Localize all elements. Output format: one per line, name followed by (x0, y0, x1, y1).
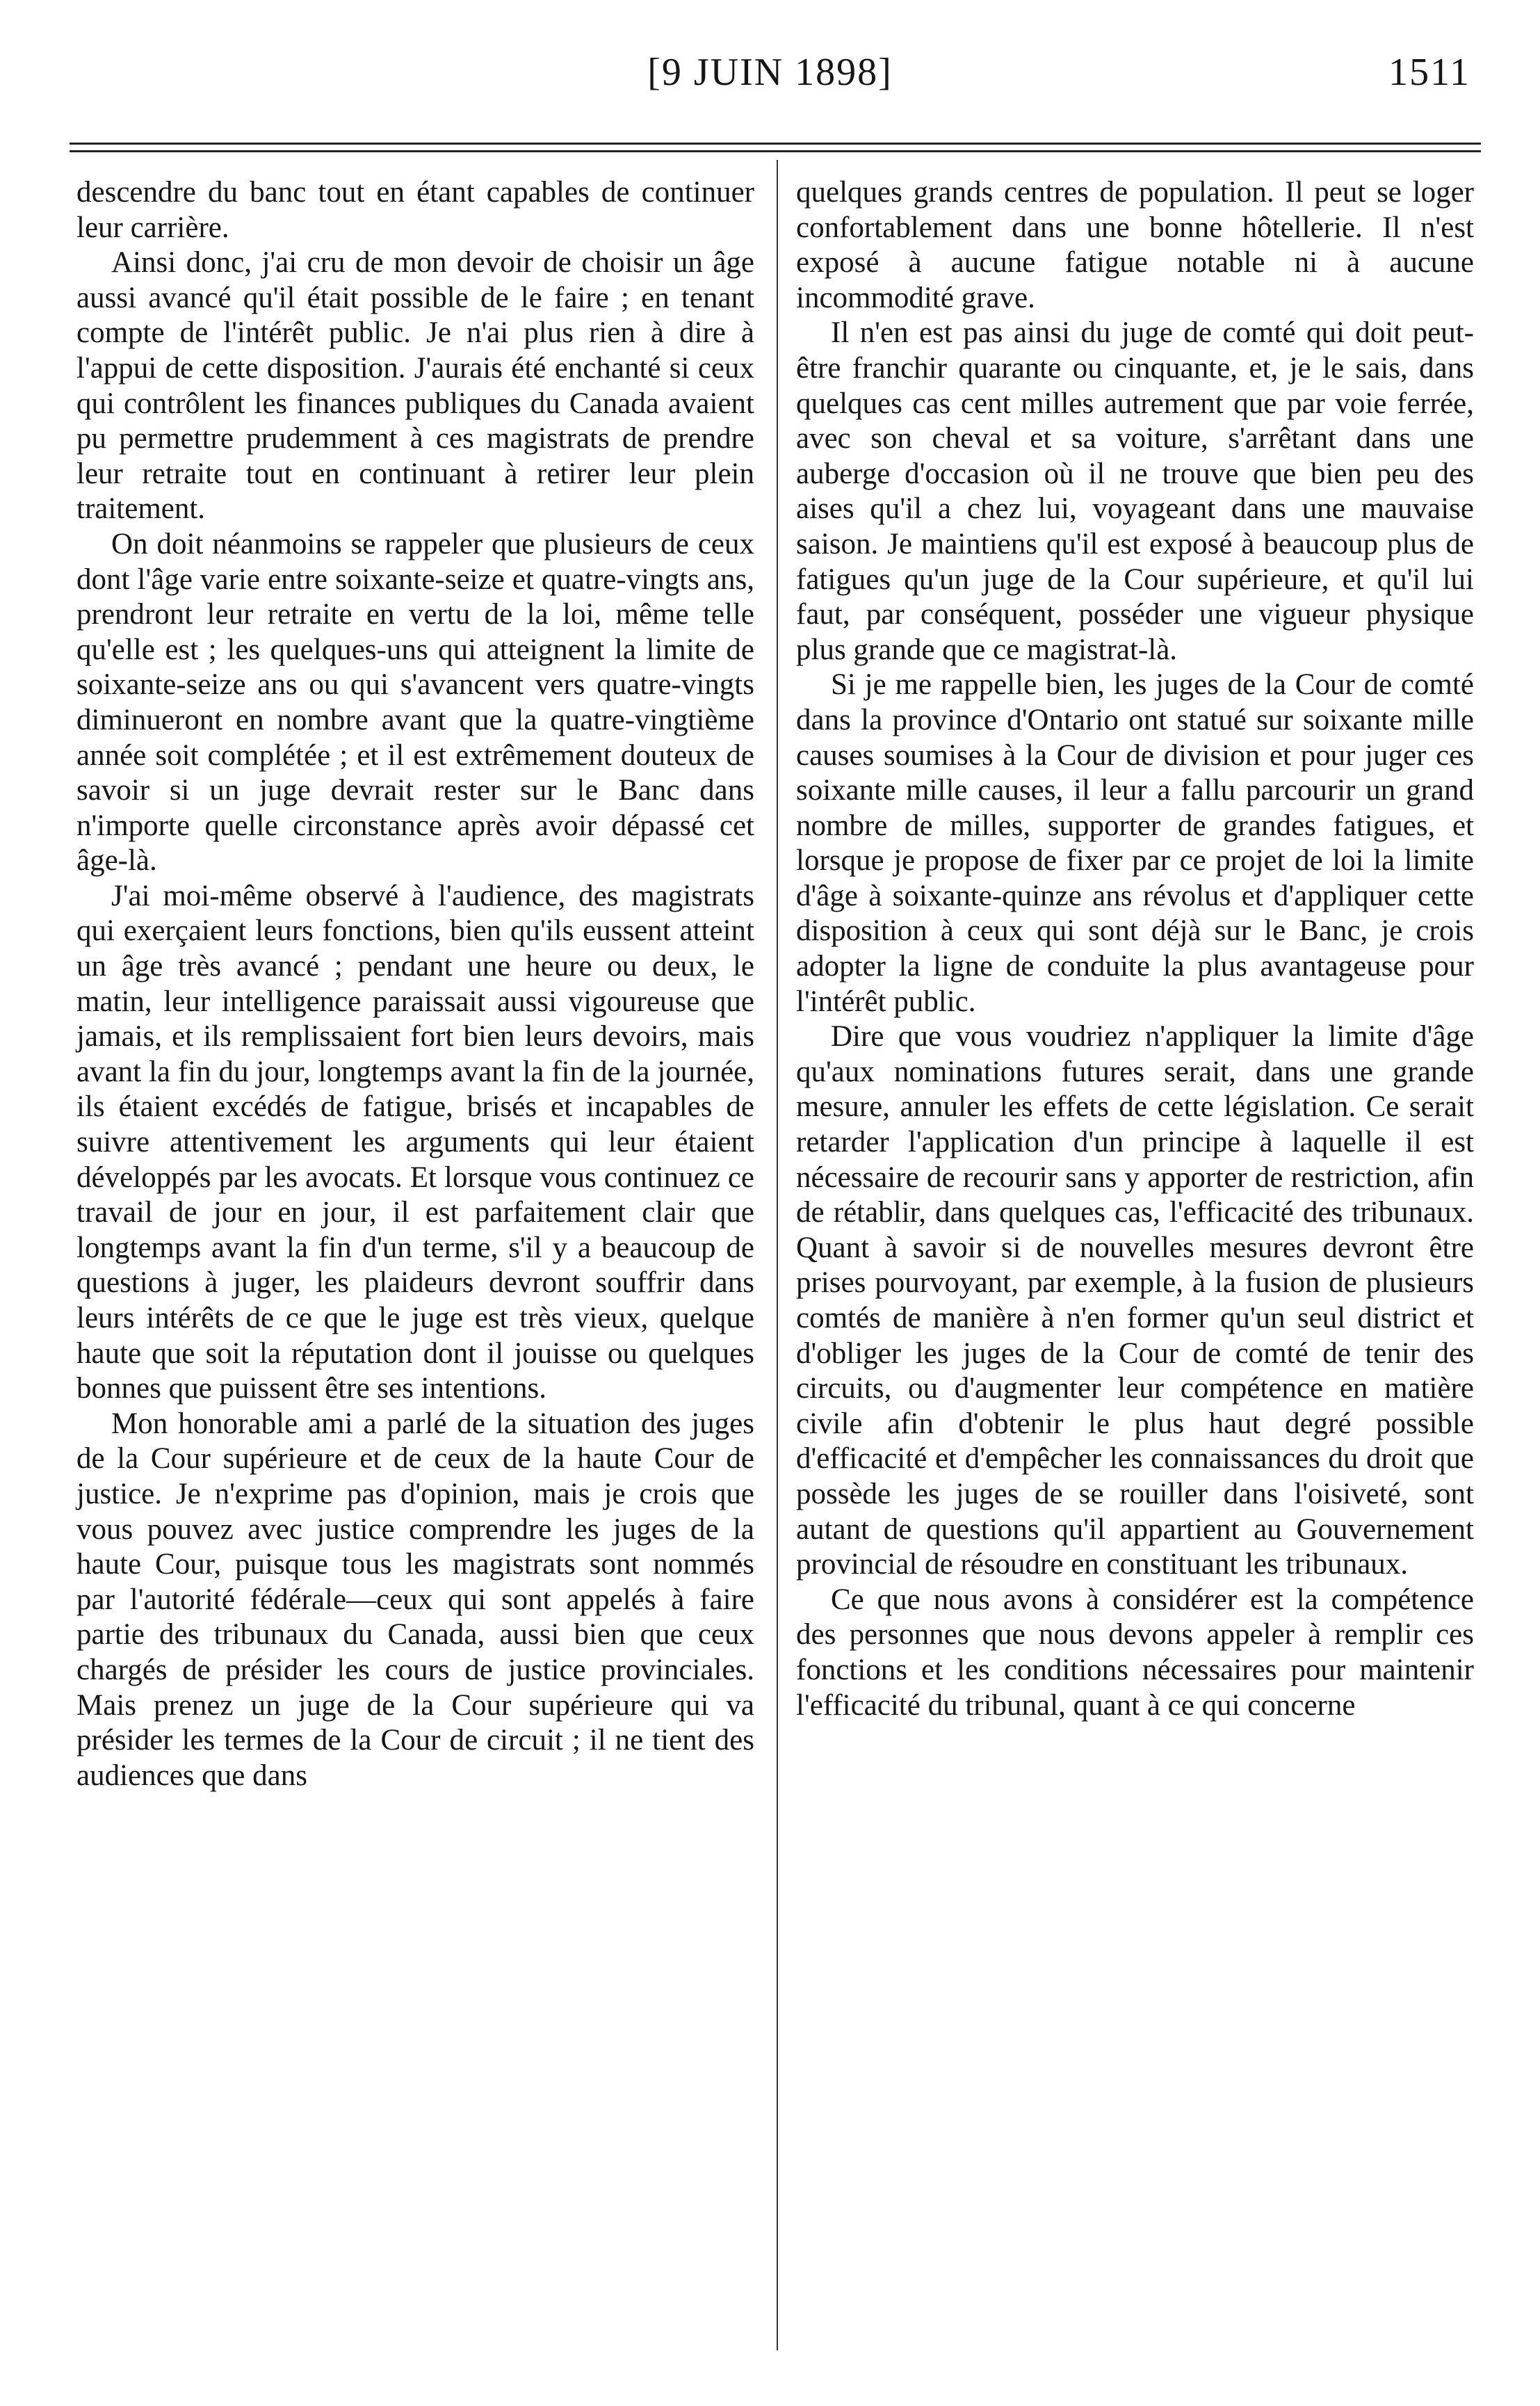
header-date: [9 JUIN 1898] (647, 51, 893, 94)
right-column (796, 175, 1474, 1723)
paragraph: Il n'en est pas ainsi du juge de comté qui doit peut-être franchir quarante ou cinquante, et, je le sais, dans quelques cas cent milles autrement que par voie ferrée, avec son cheval et sa voiture, s'arrêtant dans une auberge d'occasion où il ne trouve que bien peu des aises qu'il a chez lui, voyageant dans une mauvaise saison. Je maintiens qu'il est exposé à beaucoup plus de fatigues qu'un juge de la Cour supérieure, et qu'il lui faut, par conséquent, posséder une vigueur physique plus grande que ce magistrat-là. (796, 316, 1474, 666)
left-column (76, 175, 754, 1793)
paragraph: Dire que vous voudriez n'appliquer la limite d'âge qu'aux nominations futures serait, dans une grande mesure, annuler les effets de cette législation. Ce serait retarder l'application d'un principe à laquelle il est nécessaire de recourir sans y apporter de restriction, afin de rétablir, dans quelques cas, l'efficacité des tribunaux. Quant à savoir si de nouvelles mesures devront être prises pourvoyant, par exemple, à la fusion de plusieurs comtés de manière à n'en former qu'un seul district et d'obliger les juges de la Cour de comté de tenir des circuits, ou d'augmenter leur compétence en matière civile afin d'obtenir le plus haut degré possible d'efficacité et d'empêcher les connaissances du droit que possède les juges de se rouiller dans l'oisiveté, sont autant de questions qu'il appartient au Gouvernement provincial de résoudre en constituant les tribunaux. (796, 1020, 1474, 1581)
column-divider (777, 160, 778, 2350)
paragraph: J'ai moi-même observé à l'audience, des magistrats qui exerçaient leurs fonctions, bien qu'ils eussent atteint un âge très avancé ; pendant une heure ou deux, le matin, leur intelligence paraissait aussi vigoureuse que jamais, et ils remplissaient fort bien leurs devoirs, mais avant la fin du jour, longtemps avant la fin de la journée, ils étaient excédés de fatigue, brisés et incapables de suivre attentivement les arguments qui leur étaient développés par les avocats. Et lorsque vous continuez ce travail de jour en jour, il est parfaitement clair que longtemps avant la fin d'un terme, s'il y a beaucoup de questions à juger, les plaideurs devront souffrir dans leurs intérêts de ce que le juge est très vieux, quelque haute que soit la réputation dont il jouisse ou quelques bonnes que puissent être ses intentions. (76, 879, 754, 1405)
paragraph: descendre du banc tout en étant capables de continuer leur carrière. (76, 176, 754, 244)
paragraph: On doit néanmoins se rappeler que plusieurs de ceux dont l'âge varie entre soixante-seize et quatre-vingts ans, prendront leur retraite en vertu de la loi, même telle qu'elle est ; les quelques-uns qui atteignent la limite de soixante-seize ans ou qui s'avancent vers quatre-vingts diminueront en nombre avant que la quatre-vingtième année soit complétée ; et il est extrêmement douteux de savoir si un juge devrait rester sur le Banc dans n'importe quelle circonstance après avoir dépassé cet âge-là. (76, 527, 754, 878)
paragraph: Ainsi donc, j'ai cru de mon devoir de choisir un âge aussi avancé qu'il était possible de le faire ; en tenant compte de l'intérêt public. Je n'ai plus rien à dire à l'appui de cette disposition. J'aurais été enchanté si ceux qui contrôlent les finances publiques du Canada avaient pu permettre prudemment à ces magistrats de prendre leur retraite tout en continuant à retirer leur plein traitement. (76, 246, 754, 526)
paragraph: Mon honorable ami a parlé de la situation des juges de la Cour supérieure et de ceux de la haute Cour de justice. Je n'exprime pas d'opinion, mais je crois que vous pouvez avec justice comprendre les juges de la haute Cour, puisque tous les magistrats sont nommés par l'autorité fédérale—ceux qui sont appelés à faire partie des tribunaux du Canada, aussi bien que ceux chargés de présider les cours de justice provinciales. Mais prenez un juge de la Cour supérieure qui va présider les termes de la Cour de circuit ; il ne tient des audiences que dans (76, 1407, 754, 1792)
header-rule-bottom (70, 150, 1481, 152)
header-rule-top (70, 143, 1481, 145)
page-number: 1511 (1388, 51, 1470, 94)
page-header (70, 50, 1470, 113)
paragraph: Si je me rappelle bien, les juges de la Cour de comté dans la province d'Ontario ont statué sur soixante mille causes soumises à la Cour de division et pour juger ces soixante mille causes, il leur a fallu parcourir un grand nombre de milles, supporter de grandes fatigues, et lorsque je propose de fixer par ce projet de loi la limite d'âge à soixante-quinze ans révolus et d'appliquer cette disposition à ceux qui sont déjà sur le Banc, je crois adopter la ligne de conduite la plus avantageuse pour l'intérêt public. (796, 668, 1474, 1018)
paragraph: quelques grands centres de population. Il peut se loger confortablement dans une bonne hôtellerie. Il n'est exposé à aucune fatigue notable ni à aucune incommodité grave. (796, 176, 1474, 314)
paragraph: Ce que nous avons à considérer est la compétence des personnes que nous devons appeler à remplir ces fonctions et les conditions nécessaires pour maintenir l'efficacité du tribunal, quant à ce qui concerne (796, 1583, 1474, 1722)
